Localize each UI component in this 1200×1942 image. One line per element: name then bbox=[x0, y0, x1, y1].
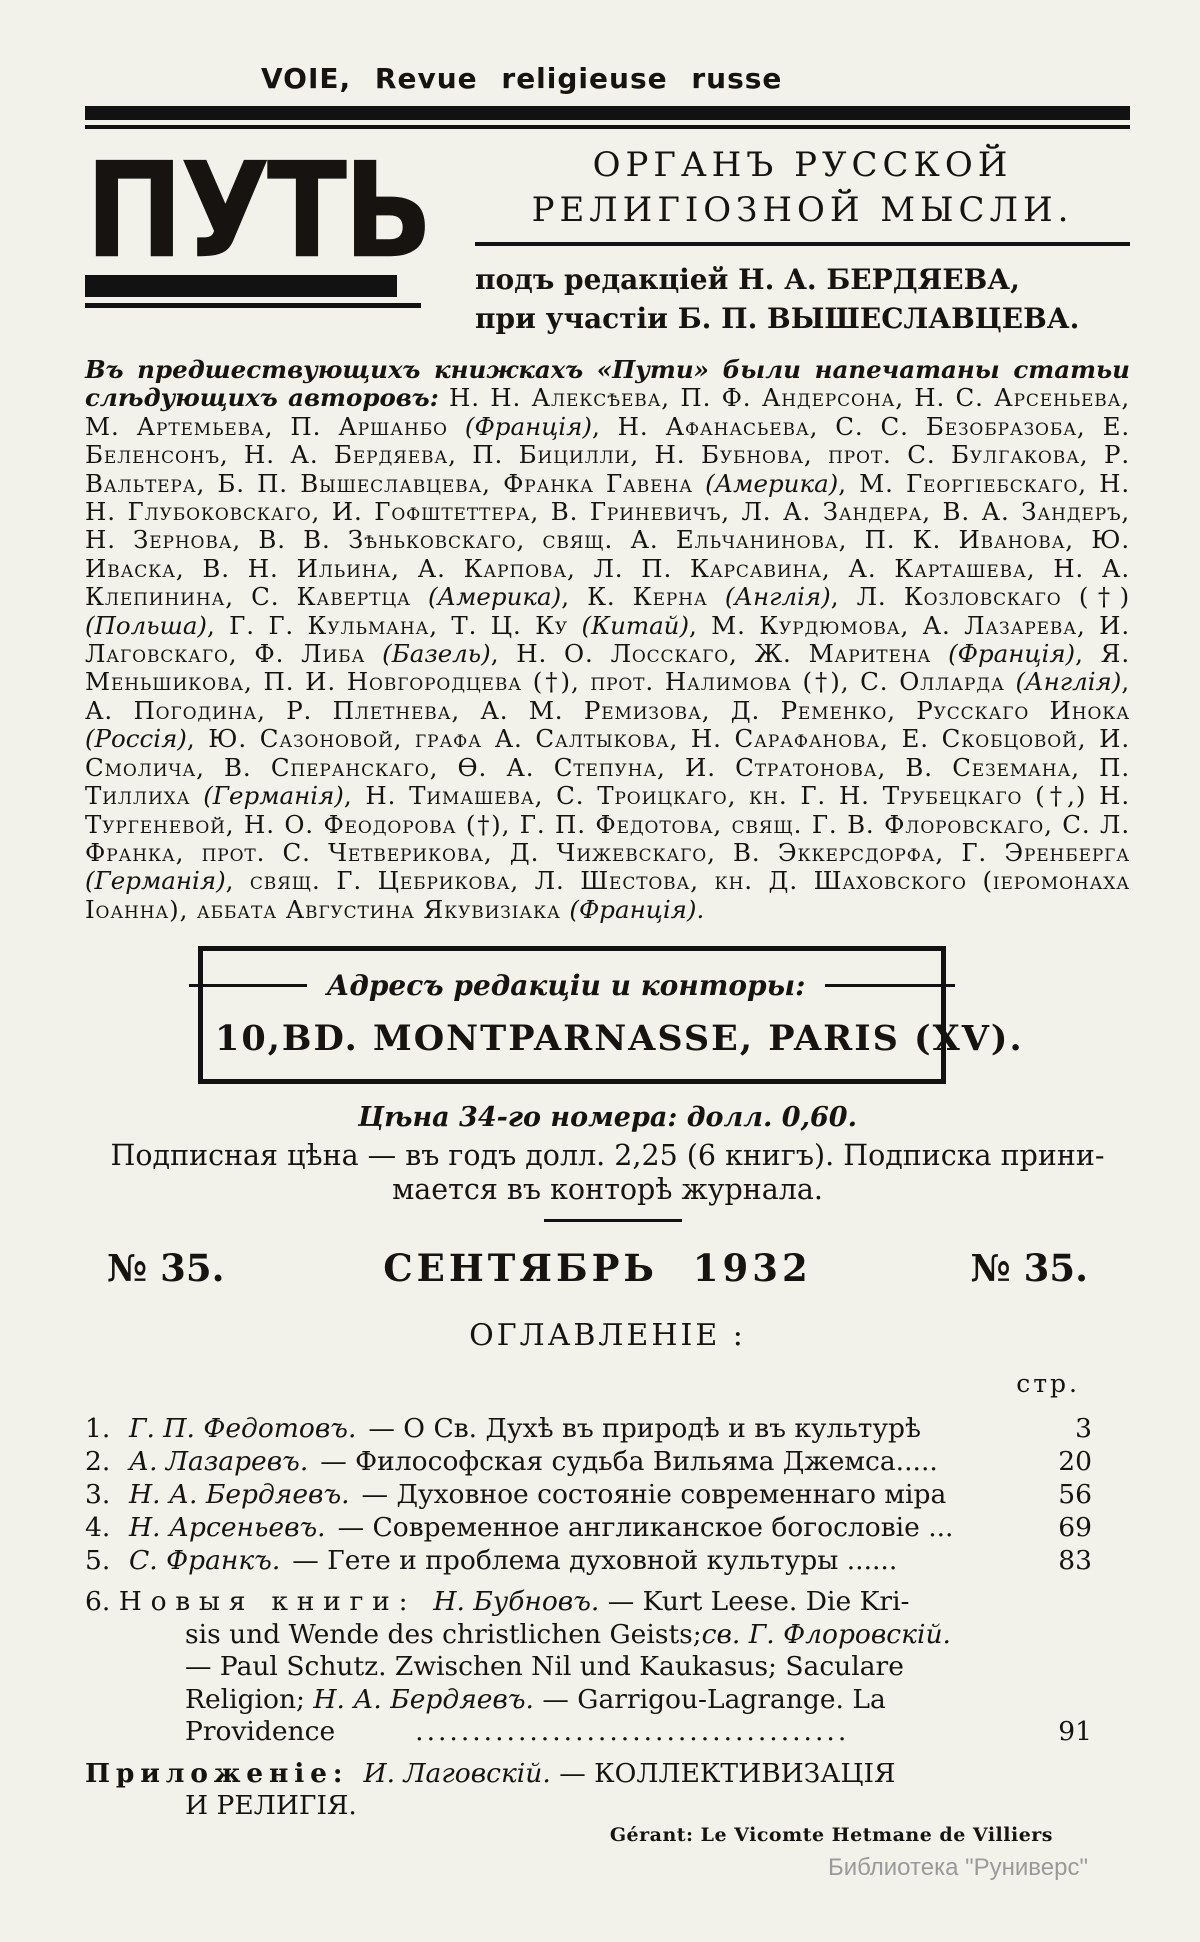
text-line bbox=[85, 1716, 1092, 1749]
toc-item-number: 1. bbox=[85, 1413, 111, 1445]
subscription-info bbox=[85, 1139, 1130, 1207]
toc-row bbox=[85, 1544, 1092, 1577]
text-segment: , Н. Афанасьева, С. С. Безобразоба, Е. Беленсонъ, Н. А. Бердяева, П. Бицилли, Н. Бубнова, прот. С. Булгакова, Р. Вальтера, Б. П. Вышеславцева, Франка Гавена bbox=[85, 411, 1130, 498]
heading-dash-right bbox=[825, 984, 955, 987]
text-segment: (Франція). bbox=[569, 894, 705, 924]
editor-line2: при участіи Б. П. ВЫШЕСЛАВЦЕВА. bbox=[475, 302, 1080, 335]
journal-logo: ПУТЬ bbox=[85, 133, 430, 288]
text-segment: 6. bbox=[85, 1586, 119, 1618]
toc-page-column-label: стр. bbox=[1016, 1369, 1080, 1399]
text-line bbox=[85, 1651, 1092, 1684]
logo-underline-thin bbox=[85, 303, 421, 308]
french-subtitle: VOIE, Revue religieuse russe bbox=[261, 62, 783, 95]
toc-item-author: Н. Арсеньевъ. bbox=[129, 1512, 326, 1544]
text-segment: , А. Погодина, Р. Плетнева, А. М. Ремизова, Д. Ременко, Русскаго Инока bbox=[85, 667, 1130, 725]
issue-price: Цѣна 34-го номера: долл. 0,60. bbox=[358, 1102, 857, 1134]
toc-item-number: 2. bbox=[85, 1446, 111, 1478]
address-box bbox=[198, 946, 1024, 1084]
text-segment: , Л. Козловскаго (†) bbox=[830, 582, 1130, 612]
toc-item-page: 83 bbox=[1058, 1545, 1092, 1577]
text-segment: (Франція) bbox=[948, 639, 1076, 669]
text-segment: — КОЛЛЕКТИВИЗАЦІЯ bbox=[550, 1757, 896, 1789]
masthead-rule bbox=[475, 242, 1130, 246]
toc-item-number: 3. bbox=[85, 1479, 111, 1511]
text-segment: (Китай) bbox=[581, 610, 690, 640]
text-segment: , М. Георгіебскаго, Н. Н. Глубоковскаго, И. Гофштеттера, В. Гриневичъ, Л. А. Зандера, В. А. Зандеръ, Н. Зернова, В. В. Зѣньковскаго, свящ. А. Ельчанинова, П. К. Иванова, Ю. Иваска, В. Н. Ильина, А. Карпова, Л. П. Карсавина, А. Карташева, Н. А. Клепинина, С. Кавертца bbox=[85, 468, 1130, 612]
subscription-line1: Подписная цѣна — въ годъ долл. 2,25 (6 книгъ). Подписка прини- bbox=[110, 1139, 1105, 1173]
masthead bbox=[85, 133, 1130, 338]
text-segment: — Kurt Leese. Die Kri- bbox=[599, 1586, 910, 1618]
text-line bbox=[85, 1586, 1092, 1619]
text-segment: (Германія) bbox=[85, 866, 226, 896]
toc-item-author: С. Франкъ. bbox=[129, 1545, 281, 1577]
editor-line1: подъ редакціей Н. А. БЕРДЯЕВА, bbox=[475, 263, 1020, 296]
text-segment: (Америка) bbox=[705, 468, 839, 498]
text-segment: , свящ. Г. Цебрикова, Л. Шестова, кн. Д. Шаховского (іеромонаха Іоанна), аббата Августина Якувизіака bbox=[85, 866, 1130, 924]
toc-item-title: — Гете и проблема духовной культуры ...... bbox=[292, 1545, 898, 1577]
section-divider bbox=[544, 1219, 682, 1222]
toc-row bbox=[85, 1511, 1092, 1544]
text-segment: Н. Бубновъ. bbox=[433, 1586, 600, 1618]
toc-item-title: — О Св. Духѣ въ природѣ и въ культурѣ bbox=[368, 1413, 922, 1445]
issue-number-right: № 35. bbox=[970, 1246, 1088, 1291]
masthead-organ bbox=[475, 143, 1130, 233]
toc-row bbox=[85, 1445, 1092, 1478]
toc-item-new-books bbox=[85, 1586, 1092, 1749]
text-segment: Religion; bbox=[185, 1683, 314, 1715]
toc-appendix bbox=[85, 1758, 1092, 1823]
toc-item-page: 3 bbox=[1075, 1413, 1092, 1445]
address-heading bbox=[215, 969, 929, 1002]
text-segment: , Я. Меньшикова, П. И. Новгородцева (†), прот. Налимова (†), С. Олларда bbox=[85, 639, 1130, 697]
text-segment: Приложеніе: bbox=[85, 1757, 364, 1789]
issue-number-left: № 35. bbox=[107, 1246, 225, 1291]
text-segment: , Г. Г. Кульмана, Т. Ц. Ку bbox=[207, 610, 582, 640]
toc-item-author: Г. П. Федотовъ. bbox=[129, 1413, 357, 1445]
text-segment: (Базель) bbox=[382, 639, 491, 669]
text-line bbox=[85, 1619, 1092, 1652]
text-line bbox=[85, 1758, 1092, 1791]
text-line bbox=[85, 1790, 1092, 1823]
text-segment: , К. Керна bbox=[561, 582, 725, 612]
text-segment: св. Г. Флоровскій. bbox=[701, 1618, 951, 1650]
text-segment: , Ю. Сазоновой, графа А. Салтыкова, Н. Сарафанова, Е. Скобцовой, И. Смолича, В. Сперанскаго, Ѳ. А. Степуна, И. Стратонова, В. Сеземана, П. Тиллиха bbox=[85, 724, 1130, 811]
text-segment: sis und Wende des christlichen Geists; bbox=[185, 1618, 702, 1650]
toc-item-author: А. Лазаревъ. bbox=[129, 1446, 309, 1478]
library-watermark: Библиотека "Руниверс" bbox=[827, 1854, 1088, 1881]
masthead-organ-line2: РЕЛИГІОЗНОЙ МЫСЛИ. bbox=[531, 190, 1074, 230]
toc-item-title: — Современное англиканское богословіе ... bbox=[337, 1512, 954, 1544]
text-segment: Въ предшествующихъ книжкахъ «Пути» были напечатаны статьи слѣдующихъ авторовъ: bbox=[85, 355, 1130, 413]
text-segment: И. Лаговскій. bbox=[363, 1757, 551, 1789]
text-segment: (Англія) bbox=[1015, 667, 1122, 697]
text-segment: (Франція) bbox=[464, 411, 592, 441]
previous-authors-paragraph bbox=[85, 356, 1130, 924]
text-segment: И РЕЛИГІЯ. bbox=[185, 1790, 357, 1822]
text-segment: — Paul Schutz. Zwischen Nil und Kaukasus; Saculare bbox=[185, 1651, 904, 1683]
logo-block bbox=[85, 133, 430, 338]
top-rule-thick bbox=[85, 106, 1130, 120]
text-segment: Новыя книги: bbox=[118, 1586, 434, 1618]
text-segment: (Польша) bbox=[85, 610, 207, 640]
text-segment: Н. Н. Алексѣева, П. Ф. Андерсона, Н. С. Арсеньева, М. Артемьева, П. Аршанбо bbox=[85, 383, 1131, 441]
text-segment: — Garrigou-Lagrange. La bbox=[533, 1683, 886, 1715]
text-segment: , М. Курдюмова, А. Лазарева, И. Лаговскаго, Ф. Либа bbox=[85, 610, 1130, 669]
editors-block bbox=[475, 260, 1130, 338]
text-segment: (Германія) bbox=[203, 781, 344, 811]
toc-item-title: — Философская судьба Вильяма Джемса..... bbox=[320, 1446, 938, 1478]
toc-item-page: 91 bbox=[1058, 1716, 1092, 1748]
toc-item-page: 56 bbox=[1058, 1479, 1092, 1511]
text-segment: , Н. Тимашева, С. Троицкаго, кн. Г. Н. Трубецкаго (†,) Н. Тургеневой, Н. О. Феодорова (†), Г. П. Федотова, свящ. Г. В. Флоровскаго, С. Л. Франка, прот. С. Четверикова, Д. Чижевскаго, В. Эккерсдорфа, Г. Эренберга bbox=[85, 781, 1130, 867]
heading-dash-left bbox=[189, 984, 307, 987]
text-segment: , Н. О. Лосскаго, Ж. Маритена bbox=[490, 639, 949, 669]
toc-item-page: 69 bbox=[1058, 1512, 1092, 1544]
text-segment: Н. А. Бердяевъ. bbox=[313, 1683, 534, 1715]
toc-item-number: 5. bbox=[85, 1545, 111, 1577]
subscription-line2: мается въ конторѣ журнала. bbox=[392, 1173, 823, 1207]
top-rule-thin bbox=[85, 125, 1130, 129]
masthead-organ-line1: ОРГАНЪ РУССКОЙ bbox=[592, 145, 1013, 185]
text-segment: Providence bbox=[185, 1716, 336, 1748]
text-segment: (Россія) bbox=[85, 724, 187, 754]
toc-item-page: 20 bbox=[1058, 1446, 1092, 1478]
text-segment: (Америка) bbox=[428, 582, 562, 612]
toc-item-title: — Духовное состояніе современнаго міра bbox=[361, 1479, 947, 1511]
text-segment: (Англія) bbox=[724, 582, 831, 612]
text-line bbox=[85, 1684, 1092, 1717]
masthead-right bbox=[420, 133, 1130, 338]
toc-list bbox=[85, 1412, 1130, 1823]
address-heading-text: Адресъ редакціи и конторы: bbox=[326, 969, 806, 1003]
toc-item-author: Н. А. Бердяевъ. bbox=[129, 1479, 350, 1511]
toc-row bbox=[85, 1478, 1092, 1511]
issue-number-row bbox=[85, 1246, 1130, 1290]
toc-row bbox=[85, 1412, 1092, 1445]
toc-item-number: 4. bbox=[85, 1512, 111, 1544]
toc-title: ОГЛАВЛЕНІЕ : bbox=[469, 1318, 746, 1354]
text-segment: ...................................... bbox=[415, 1716, 850, 1748]
issue-month: СЕНТЯБРЬ 1932 bbox=[383, 1246, 812, 1291]
gerant-credit: Gérant: Le Vicomte Hetmane de Villiers bbox=[609, 1824, 1053, 1846]
address-text: 10,BD. MONTPARNASSE, PARIS (XV). bbox=[215, 1018, 1024, 1060]
